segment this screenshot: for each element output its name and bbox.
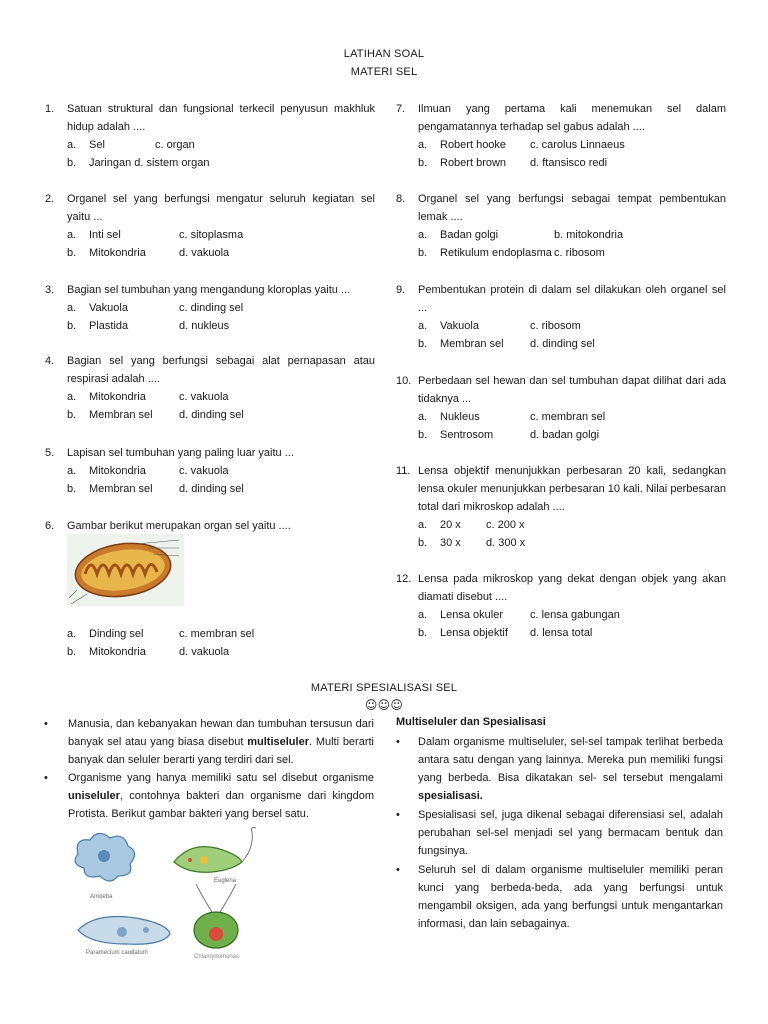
bullet-icon: • <box>396 736 400 748</box>
answer-option-row <box>67 406 375 424</box>
question-number: 10. <box>396 375 412 387</box>
bullet-diferensiasi <box>396 806 723 860</box>
question-item <box>45 190 375 262</box>
option-text-alt: d. vakuola <box>179 247 230 259</box>
label-chlamydomonas: Chlamydomonas <box>194 954 240 960</box>
question-text: Lensa objektif menunjukkan perbesaran 20 kali, sedangkan lensa okuler menunjukkan perbesaran 10 kali. Nilai perbesaran total dari mikroskop adalah .... <box>418 465 726 513</box>
option-letter: a. <box>67 465 77 477</box>
option-letter: b. <box>67 247 77 259</box>
option-text-alt: d. vakuola <box>179 646 230 658</box>
answer-option-row <box>418 226 726 244</box>
bullet-icon: • <box>44 772 48 784</box>
answer-option-row <box>67 625 375 643</box>
question-item <box>396 570 726 642</box>
option-text: Mitokondria <box>89 391 146 403</box>
question-number: 4. <box>45 355 55 367</box>
question-number: 1. <box>45 103 55 115</box>
option-letter: a. <box>67 302 77 314</box>
question-item <box>45 444 375 498</box>
bullet-uniseluler <box>44 769 374 823</box>
option-text-alt: d. nukleus <box>179 320 230 332</box>
option-letter: a. <box>67 628 77 640</box>
question-item <box>45 352 375 424</box>
option-text-alt: c. membran sel <box>530 411 606 423</box>
question-item <box>396 462 726 552</box>
option-text-alt: c. carolus Linnaeus <box>530 139 625 151</box>
smiley-icons: ☺☺☺ <box>364 698 404 712</box>
option-text: Mitokondria <box>89 247 146 259</box>
question-item <box>396 372 726 444</box>
section-heading: Multiseluler dan Spesialisasi <box>396 716 546 728</box>
option-text-alt: d. badan golgi <box>530 429 600 441</box>
question-text: Gambar berikut merupakan organ sel yaitu .... <box>67 520 291 532</box>
answer-option-row <box>67 299 375 317</box>
bullet-text: Seluruh sel di dalam organisme multiseluler memiliki peran kunci yang berbeda-beda, ada yang berfungsi untuk mengambil oksigen, ada yang berfungsi untuk mengantarkan informasi, dan lain sebagainya. <box>418 864 723 930</box>
answer-option-row <box>418 606 726 624</box>
question-text: Lensa pada mikroskop yang dekat dengan objek yang akan diamati disebut .... <box>418 573 726 603</box>
question-item <box>45 100 375 172</box>
option-letter: a. <box>418 411 428 423</box>
option-text-alt: c. vakuola <box>179 391 229 403</box>
bullet-multiseluler <box>44 715 374 769</box>
option-text: Lensa okuler <box>440 609 503 621</box>
bullet-text: Spesialisasi sel, juga dikenal sebagai diferensiasi sel, adalah perubahan sel-sel menjadi sel yang bermacam bentuk dan fungsinya. <box>418 809 723 857</box>
label-amoeba: Amoeba <box>90 894 113 900</box>
answer-option-row <box>67 643 375 661</box>
question-number: 2. <box>45 193 55 205</box>
option-text-alt: d. dinding sel <box>179 409 244 421</box>
option-letter: a. <box>418 320 428 332</box>
bullet-icon: • <box>396 809 400 821</box>
option-letter: b. <box>418 338 428 350</box>
question-text: Pembentukan protein di dalam sel dilakukan oleh organel sel ... <box>418 284 726 314</box>
answer-option-row <box>67 388 375 406</box>
option-letter: a. <box>418 609 428 621</box>
option-letter: b. <box>418 537 428 549</box>
label-euglena: Euglena <box>214 878 237 884</box>
option-text-alt: d. dinding sel <box>530 338 595 350</box>
option-text: Jaringan d. sistem organ <box>89 157 210 169</box>
option-letter: b. <box>67 157 77 169</box>
option-text-alt: c. sitoplasma <box>179 229 244 241</box>
option-text: Mitokondria <box>89 646 146 658</box>
option-letter: a. <box>418 519 428 531</box>
protists-image <box>66 826 271 960</box>
question-text: Satuan struktural dan fungsional terkecil penyusun makhluk hidup adalah .... <box>67 103 375 133</box>
option-letter: b. <box>67 646 77 658</box>
question-number: 11. <box>396 465 411 477</box>
question-text: Perbedaan sel hewan dan sel tumbuhan dapat dilihat dari ada tidaknya ... <box>418 375 726 405</box>
option-text-alt: c. vakuola <box>179 465 229 477</box>
option-text: Membran sel <box>440 338 504 350</box>
option-text: Retikulum endoplasma <box>440 247 552 259</box>
option-text: 30 x <box>440 537 461 549</box>
option-text-alt: d. lensa total <box>530 627 593 639</box>
option-letter: b. <box>418 627 428 639</box>
option-text: Robert hooke <box>440 139 507 151</box>
question-item <box>396 100 726 172</box>
option-text: Dinding sel <box>89 628 144 640</box>
answer-option-row <box>67 154 375 172</box>
bullet-icon: • <box>44 718 48 730</box>
option-letter: b. <box>67 483 77 495</box>
option-text-alt: c. ribosom <box>530 320 581 332</box>
question-item <box>396 190 726 262</box>
question-number: 12. <box>396 573 412 585</box>
page-title: LATIHAN SOAL <box>343 48 425 60</box>
answer-option-row <box>67 226 375 244</box>
answer-option-row <box>67 317 375 335</box>
bullet-text: Organisme yang hanya memiliki satu sel disebut organisme uniseluler, contohnya bakteri dan organisme dari kingdom Protista. Berikut gambar bakteri yang bersel satu. <box>68 772 374 820</box>
bullet-icon: • <box>396 864 400 876</box>
question-number: 9. <box>396 284 406 296</box>
bullet-text: Dalam organisme multiseluler, sel-sel tampak terlihat berbeda antara satu dengan yang lainnya. Mereka pun memiliki fungsi yang berbeda. Bisa dikatakan sel- sel tersebut mengalami spesialisasi. <box>418 736 723 802</box>
mitochondria-image <box>67 534 184 606</box>
option-text: Sel <box>89 139 105 151</box>
option-text-alt: c. lensa gabungan <box>530 609 620 621</box>
answer-option-row <box>67 244 375 262</box>
question-number: 5. <box>45 447 55 459</box>
question-number: 3. <box>45 284 55 296</box>
question-number: 6. <box>45 520 55 532</box>
answer-option-row <box>418 136 726 154</box>
option-text-alt: c. membran sel <box>179 628 255 640</box>
answer-option-row <box>418 317 726 335</box>
option-letter: a. <box>67 391 77 403</box>
option-text: Vakuola <box>440 320 479 332</box>
answer-option-row <box>67 136 375 154</box>
answer-option-row <box>418 408 726 426</box>
answer-option-row <box>418 516 726 534</box>
option-text: Plastida <box>89 320 129 332</box>
question-item <box>396 281 726 353</box>
option-text: Inti sel <box>89 229 121 241</box>
option-text-alt: c. organ <box>155 139 195 151</box>
answer-option-row <box>418 426 726 444</box>
option-text-alt: c. 200 x <box>486 519 525 531</box>
question-text: Organel sel yang berfungsi sebagai tempat pembentukan lemak .... <box>418 193 726 223</box>
answer-option-row <box>418 534 726 552</box>
option-text: Membran sel <box>89 483 153 495</box>
option-text-alt: d. ftansisco redi <box>530 157 608 169</box>
question-number: 7. <box>396 103 406 115</box>
option-text: Membran sel <box>89 409 153 421</box>
answer-option-row <box>418 244 726 262</box>
answer-option-row <box>418 335 726 353</box>
question-text: Bagian sel yang berfungsi sebagai alat pernapasan atau respirasi adalah .... <box>67 355 375 385</box>
label-paramecium: Paramecium caudatum <box>86 950 148 956</box>
option-text: Lensa objektif <box>440 627 508 639</box>
option-letter: b. <box>67 320 77 332</box>
option-letter: a. <box>418 229 428 241</box>
option-text-alt: d. 300 x <box>486 537 526 549</box>
option-letter: a. <box>67 229 77 241</box>
section-title: MATERI SPESIALISASI SEL <box>310 682 458 694</box>
option-letter: b. <box>418 429 428 441</box>
option-text-alt: d. dinding sel <box>179 483 244 495</box>
option-text: Sentrosom <box>440 429 494 441</box>
option-text-alt: b. mitokondria <box>554 229 624 241</box>
option-text: 20 x <box>440 519 461 531</box>
page-subtitle: MATERI SEL <box>350 66 418 78</box>
answer-option-row <box>418 624 726 642</box>
answer-option-row <box>418 154 726 172</box>
question-text: Lapisan sel tumbuhan yang paling luar yaitu ... <box>67 447 294 459</box>
option-text: Nukleus <box>440 411 480 423</box>
question-text: Bagian sel tumbuhan yang mengandung kloroplas yaitu ... <box>67 284 351 296</box>
answer-option-row <box>67 480 375 498</box>
question-number: 8. <box>396 193 406 205</box>
option-text: Badan golgi <box>440 229 499 241</box>
option-letter: b. <box>418 157 428 169</box>
option-letter: b. <box>418 247 428 259</box>
option-text: Robert brown <box>440 157 507 169</box>
option-letter: b. <box>67 409 77 421</box>
option-letter: a. <box>67 139 77 151</box>
option-text: Mitokondria <box>89 465 146 477</box>
option-text-alt: c. dinding sel <box>179 302 244 314</box>
bullet-text: Manusia, dan kebanyakan hewan dan tumbuhan tersusun dari banyak sel atau yang biasa disebut multiseluler. Multi berarti banyak dan seluler berarti yang terdiri dari sel. <box>68 718 374 766</box>
option-text-alt: c. ribosom <box>554 247 605 259</box>
option-text: Vakuola <box>89 302 128 314</box>
question-item <box>45 281 375 335</box>
question-text: Organel sel yang berfungsi mengatur seluruh kegiatan sel yaitu ... <box>67 193 375 223</box>
question-text: Ilmuan yang pertama kali menemukan sel dalam pengamatannya terhadap sel gabus adalah .... <box>418 103 726 133</box>
bullet-peran-sel <box>396 861 723 933</box>
option-letter: a. <box>418 139 428 151</box>
bullet-spesialisasi <box>396 733 723 805</box>
answer-option-row <box>67 462 375 480</box>
